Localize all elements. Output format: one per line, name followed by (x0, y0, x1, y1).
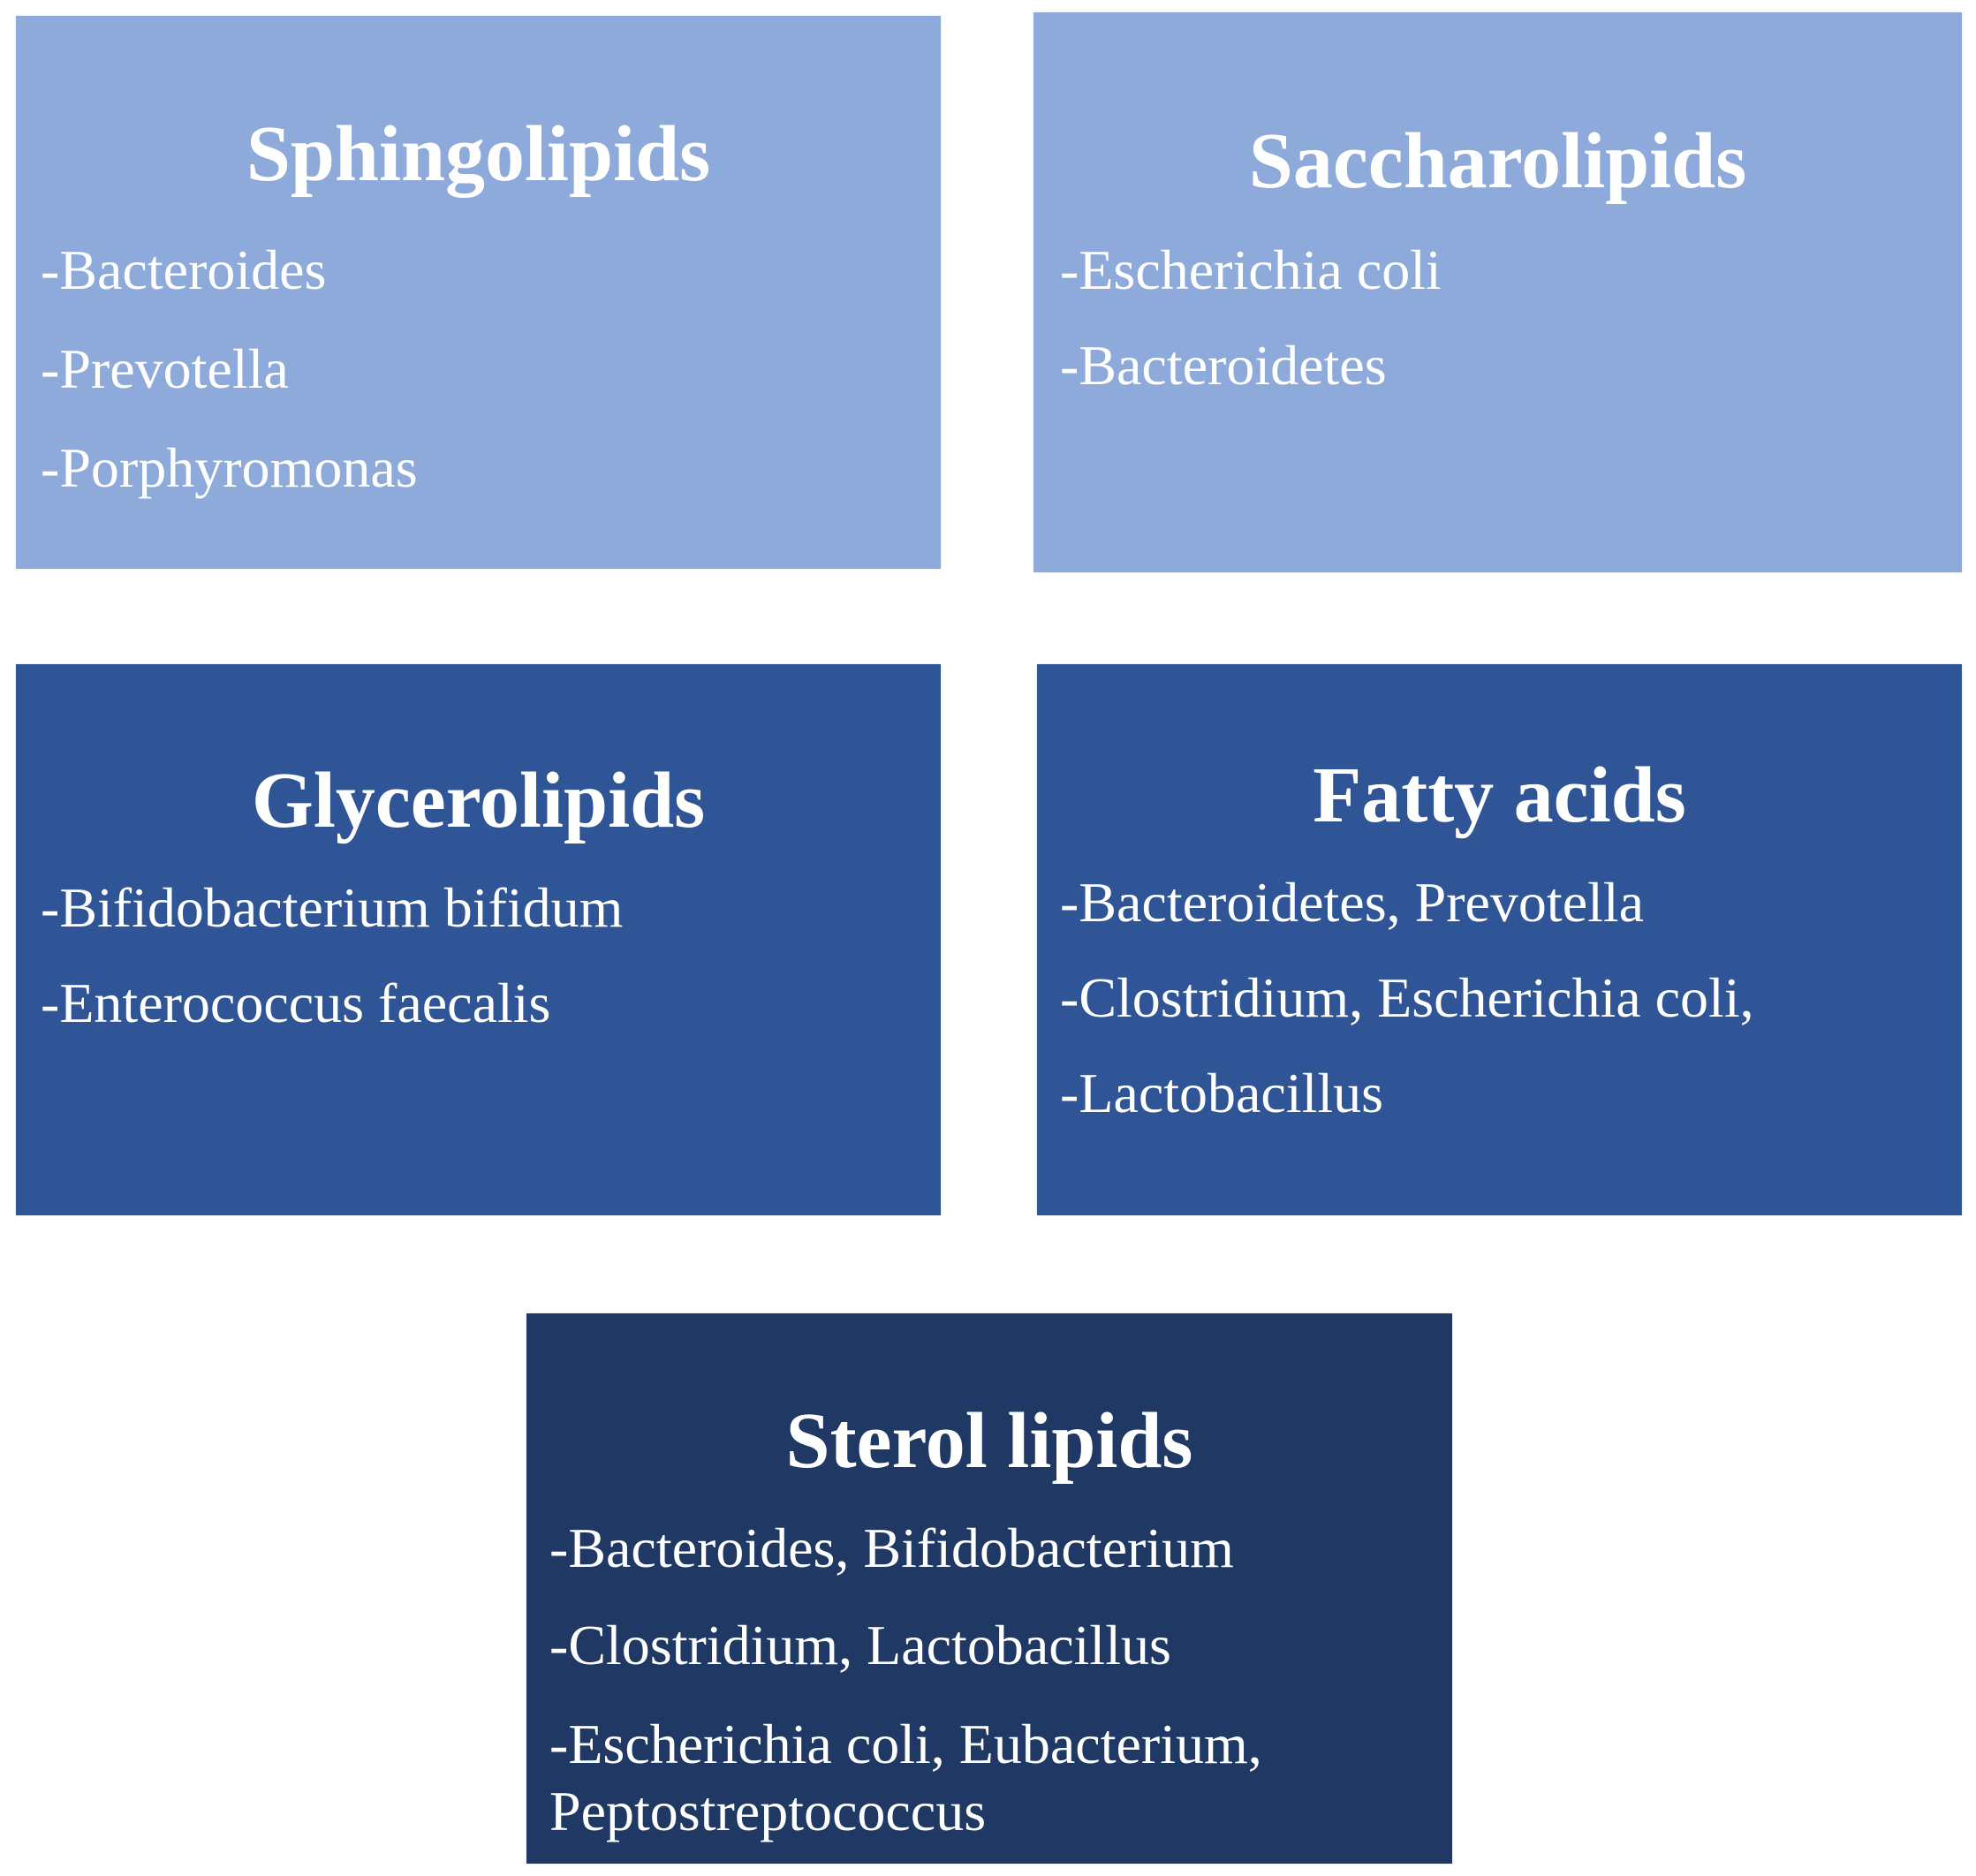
bacteria-list (1060, 238, 1944, 429)
sterol-lipids-card (526, 1313, 1452, 1864)
saccharolipids-card (1033, 12, 1962, 572)
card-title: Glycerolipids (251, 757, 706, 844)
list-item: -Clostridium, Lactobacillus (549, 1614, 1171, 1676)
list-item: -Enterococcus faecalis (41, 972, 551, 1034)
list-item: -Escherichia coli (1060, 238, 1442, 301)
list-item: -Bacteroides (41, 238, 327, 301)
sphingolipids-card (16, 16, 941, 569)
card-title: Saccharolipids (1248, 117, 1747, 205)
list-item: -Clostridium, Escherichia coli, (1060, 966, 1754, 1029)
bacteria-list (1060, 871, 1944, 1157)
list-item: -Escherichia coli, Eubacterium, Peptostreptococcus (549, 1713, 1262, 1842)
list-item: -Bacteroidetes (1060, 334, 1387, 397)
list-item: -Bacteroides, Bifidobacterium (549, 1517, 1234, 1579)
list-item: -Bifidobacterium bifidum (41, 876, 624, 939)
card-title: Sterol lipids (785, 1397, 1193, 1485)
list-item: -Prevotella (41, 337, 289, 400)
bacteria-list (549, 1517, 1435, 1845)
bacteria-list (41, 238, 923, 535)
card-title: Sphingolipids (246, 110, 711, 198)
list-item: -Lactobacillus (1060, 1062, 1384, 1124)
list-item: -Bacteroidetes, Prevotella (1060, 871, 1645, 934)
glycerolipids-card (16, 664, 941, 1215)
card-title: Fatty acids (1313, 752, 1686, 839)
list-item: -Porphyromonas (41, 436, 418, 499)
fatty-acids-card (1037, 664, 1962, 1215)
bacteria-list (41, 876, 923, 1067)
